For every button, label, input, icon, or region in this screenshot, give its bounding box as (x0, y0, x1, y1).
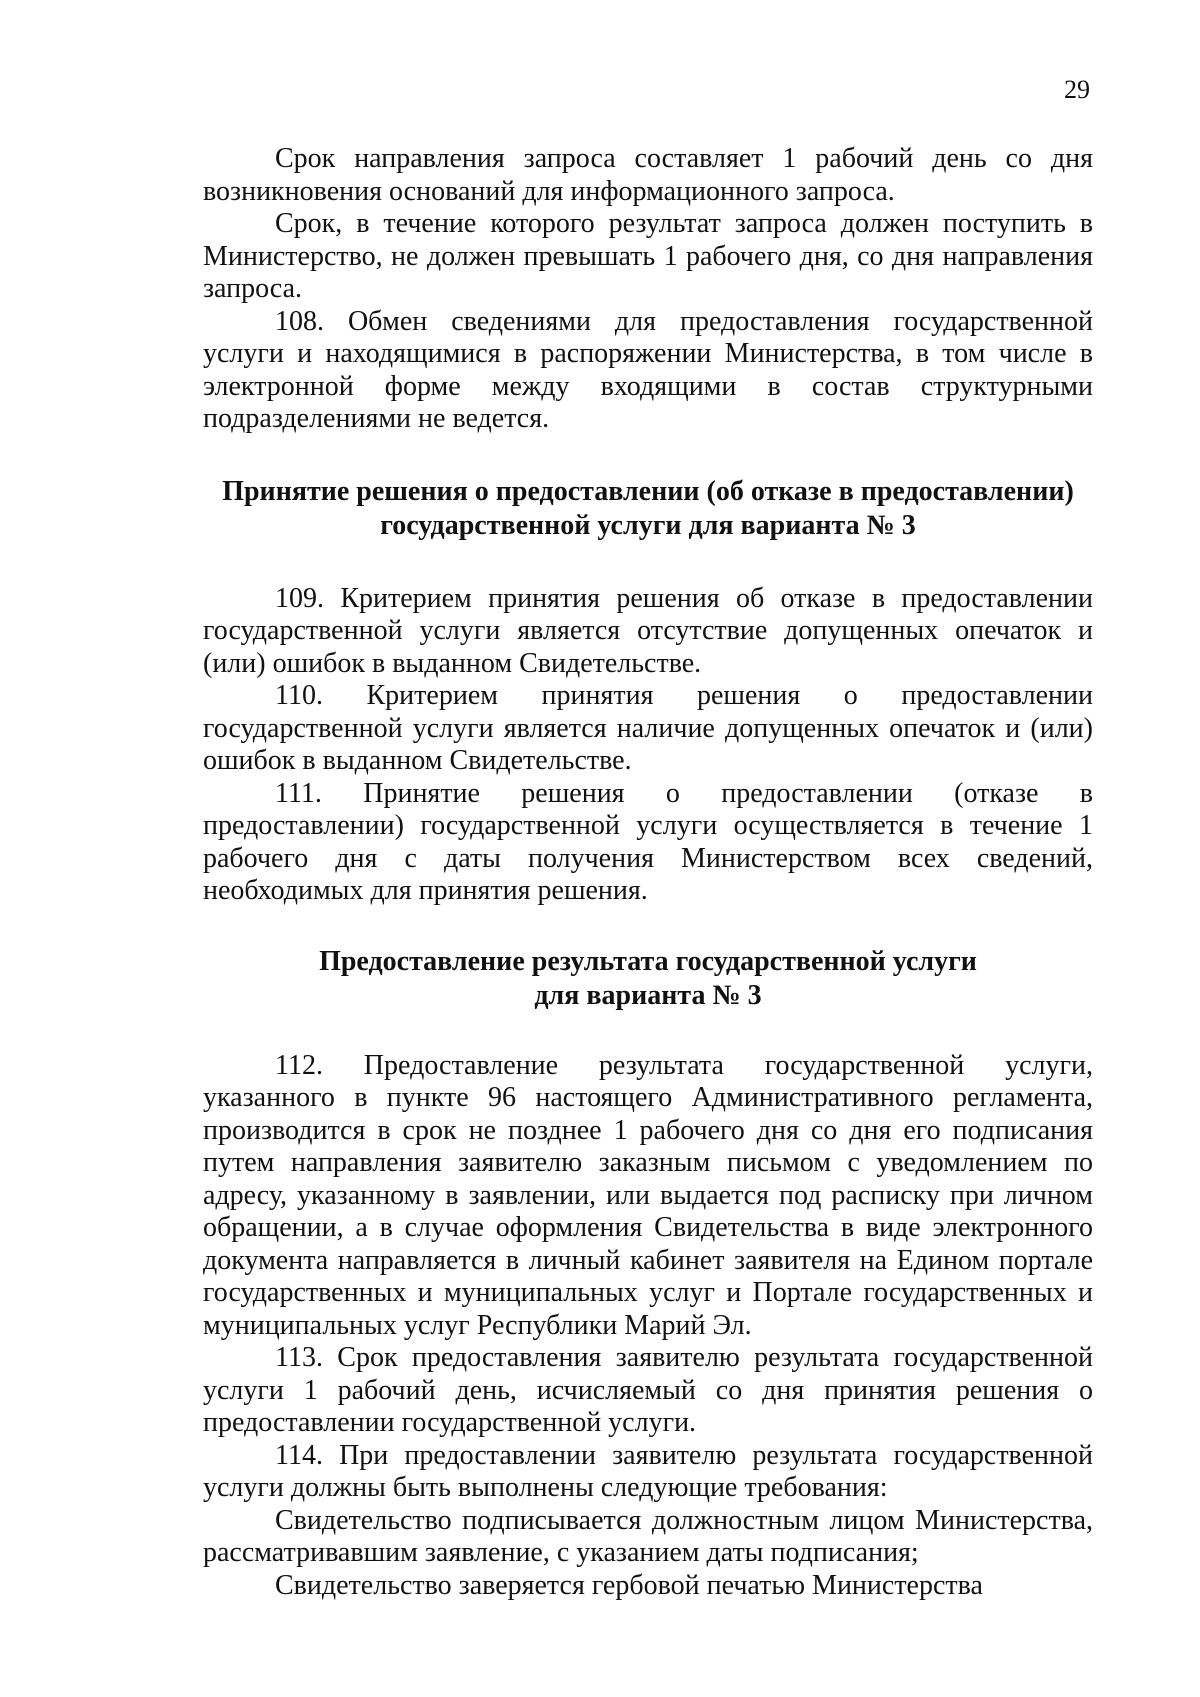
paragraph-114: 114. При предоставлении заявителю результата государственной услуги должны быть выполнены следующие требования: (203, 1439, 1093, 1503)
paragraph-112: 112. Предоставление результата государственной услуги, указанного в пункте 96 настоящего Административного регламента, производится в срок не позднее 1 рабочего дня со дня его подписания путем направления заявителю заказным письмом с уведомлением по адресу, указанному в заявлении, или выдается под расписку при личном обращении, а в случае оформления Свидетельства в виде электронного документа направляется в личный кабинет заявителя на Едином портале государственных и муниципальных услуг и Портале государственных и муниципальных услуг Республики Марий Эл. (203, 1049, 1093, 1341)
section-heading-decision-line-2: государственной услуги для варианта № 3 (380, 509, 916, 541)
paragraph-108: 108. Обмен сведениями для предоставления государственной услуги и находящимися в распоряжении Министерства, в том числе в электронной форме между входящими в состав структурными подразделениями не ведется. (203, 305, 1093, 434)
paragraph-109: 109. Критерием принятия решения об отказе в предоставлении государственной услуги является отсутствие допущенных опечаток и (или) ошибок в выданном Свидетельстве. (203, 582, 1093, 679)
section-heading-result-line-1: Предоставление результата государственной услуги (319, 945, 977, 977)
section-heading-result (203, 945, 1093, 1013)
paragraph-113: 113. Срок предоставления заявителю результата государственной услуги 1 рабочий день, исчисляемый со дня принятия решения о предоставлении государственной услуги. (203, 1342, 1093, 1438)
section-heading-decision-line-1: Принятие решения о предоставлении (об отказе в предоставлении) (222, 475, 1074, 507)
paragraph-111: 111. Принятие решения о предоставлении (отказе в предоставлении) государственной услуги осуществляется в течение 1 рабочего дня с даты получения Министерством всех сведений, необходимых для принятия решения. (203, 777, 1093, 906)
paragraph-result-deadline: Срок, в течение которого результат запроса должен поступить в Министерство, не должен превышать 1 рабочего дня, со дня направления запроса. (203, 208, 1093, 304)
paragraph-110: 110. Критерием принятия решения о предоставлении государственной услуги является наличие допущенных опечаток и (или) ошибок в выданном Свидетельстве. (203, 680, 1093, 776)
paragraph-requirement-seal: Свидетельство заверяется гербовой печатью Министерства (275, 1569, 983, 1601)
section-heading-decision (203, 475, 1093, 543)
document-body (203, 143, 1093, 1602)
page-number: 29 (1064, 75, 1090, 104)
section-heading-result-line-2: для варианта № 3 (534, 979, 762, 1011)
paragraph-request-deadline: Срок направления запроса составляет 1 рабочий день со дня возникновения оснований для информационного запроса. (203, 143, 1093, 207)
paragraph-requirement-signature: Свидетельство подписывается должностным лицом Министерства, рассматривавшим заявление, с указанием даты подписания; (203, 1504, 1093, 1568)
